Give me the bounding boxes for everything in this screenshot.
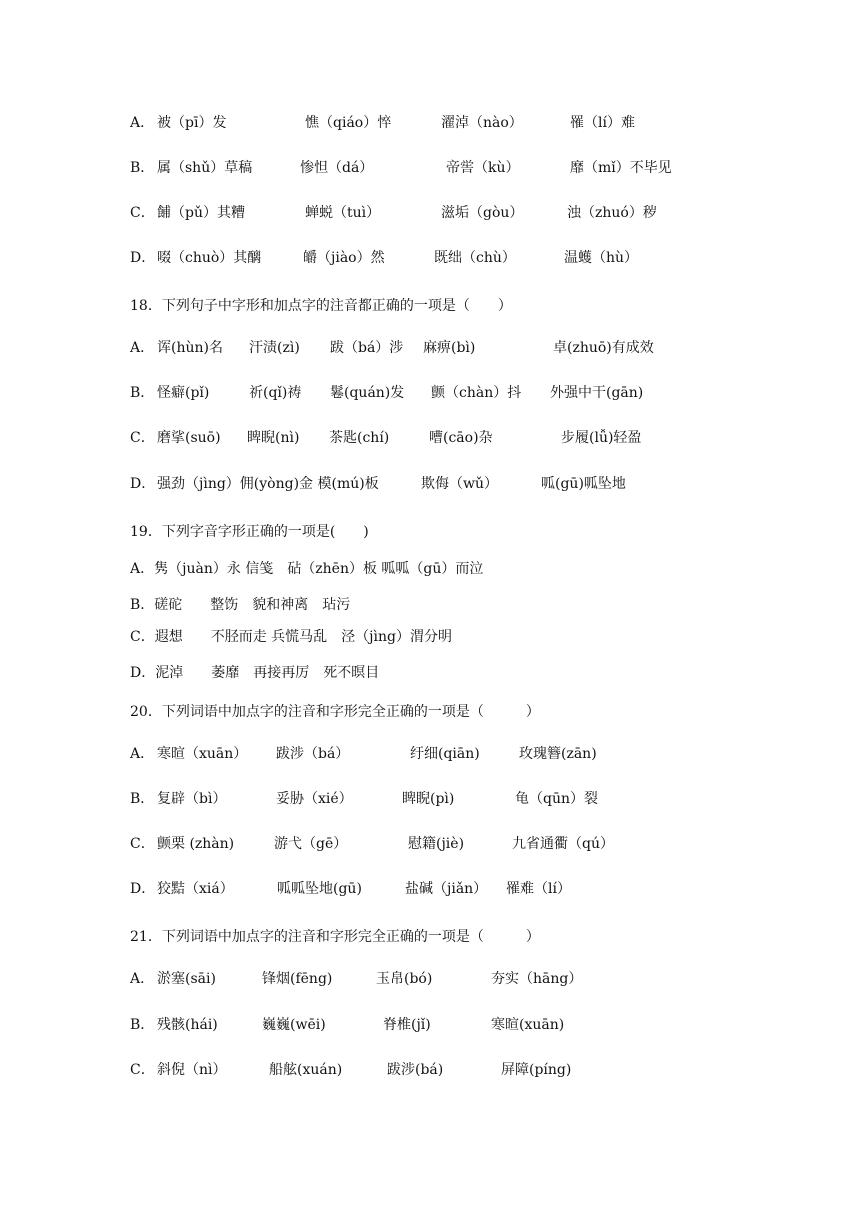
option-item: 步履(lǚ)轻盈 bbox=[561, 430, 642, 446]
option-item: 睥睨(nì) bbox=[247, 430, 300, 446]
option-item: 强劲（jìng）佣(yòng)金 模(mú)板 bbox=[157, 476, 379, 492]
option-item: 复辟（bì） bbox=[157, 791, 227, 807]
option-item: 茶匙(chí) bbox=[329, 430, 390, 446]
option-item: 浊（zhuó）秽 bbox=[567, 205, 657, 221]
option-item: 颤（chàn）抖 bbox=[431, 385, 522, 401]
option-label: D． bbox=[130, 476, 156, 492]
option-item: 蝉蜕（tuì） bbox=[305, 205, 381, 221]
option-item: 鬈(quán)发 bbox=[330, 385, 405, 401]
option-item: 憔（qiáo）悴 bbox=[305, 115, 392, 131]
option-item: 皭（jiào）然 bbox=[303, 250, 385, 266]
option-item: 屏障(píng) bbox=[501, 1062, 572, 1078]
option-item: 寒暄(xuān) bbox=[491, 1017, 565, 1033]
option-row: B．磋砣 整饬 貌和神离 玷污 bbox=[130, 597, 351, 613]
option-label: A． bbox=[130, 971, 155, 987]
option-item: 靡（mǐ）不毕见 bbox=[570, 160, 672, 176]
option-item: 嘈(cāo)杂 bbox=[429, 430, 493, 446]
option-label: B． bbox=[130, 160, 155, 176]
option-item: 罹难（lí） bbox=[506, 881, 571, 897]
option-label: A． bbox=[130, 746, 155, 762]
option-label: D． bbox=[130, 881, 156, 897]
option-item: 帝喾（kù） bbox=[446, 160, 520, 176]
option-label: C． bbox=[130, 205, 155, 221]
question-stem: 21．下列词语中加点字的注音和字形完全正确的一项是（ ） bbox=[130, 929, 540, 945]
option-item: 汗渍(zì) bbox=[249, 340, 300, 356]
option-item: 睥睨(pì) bbox=[402, 791, 455, 807]
option-item: 九省通衢（qú） bbox=[512, 836, 614, 852]
question-stem: 18．下列句子中字形和加点字的注音都正确的一项是（ ） bbox=[130, 298, 512, 314]
option-label: A． bbox=[130, 340, 155, 356]
option-item: 温蠖（hù） bbox=[564, 250, 639, 266]
option-item: 龟（qūn）裂 bbox=[515, 791, 598, 807]
option-item: 滋垢（gòu） bbox=[441, 205, 524, 221]
option-label: B． bbox=[130, 1017, 155, 1033]
option-item: 跋涉(bá) bbox=[387, 1062, 444, 1078]
option-label: B． bbox=[130, 791, 155, 807]
option-item: 跋（bá）涉 bbox=[330, 340, 404, 356]
option-item: 怪癖(pǐ) bbox=[157, 385, 210, 401]
option-item: 濯淖（nào） bbox=[441, 115, 523, 131]
option-item: 妥胁（xié） bbox=[276, 791, 353, 807]
question-stem: 19．下列字音字形正确的一项是( ) bbox=[130, 524, 369, 540]
option-item: 玫瑰簪(zān) bbox=[519, 746, 597, 762]
option-label: B． bbox=[130, 385, 155, 401]
option-item: 餔（pǔ）其糟 bbox=[157, 205, 245, 221]
option-item: 游弋（gē） bbox=[274, 836, 348, 852]
option-item: 呱呱坠地(gū) bbox=[277, 881, 362, 897]
option-item: 磨挲(suō) bbox=[157, 430, 221, 446]
option-item: 属（shǔ）草稿 bbox=[157, 160, 253, 176]
option-item: 诨(hùn)名 bbox=[157, 340, 223, 356]
option-item: 斜倪（nì） bbox=[157, 1062, 227, 1078]
option-item: 船舷(xuán) bbox=[269, 1062, 343, 1078]
option-label: C． bbox=[130, 836, 155, 852]
option-item: 惨怛（dá） bbox=[300, 160, 374, 176]
question-stem: 20．下列词语中加点字的注音和字形完全正确的一项是（ ） bbox=[130, 704, 540, 720]
option-item: 淤塞(sāi) bbox=[157, 971, 216, 987]
option-item: 巍巍(wēi) bbox=[262, 1017, 326, 1033]
option-item: 夯实（hāng） bbox=[491, 971, 583, 987]
option-label: C． bbox=[130, 430, 155, 446]
option-item: 颤栗 (zhàn) bbox=[157, 836, 235, 852]
option-item: 麻痹(bì) bbox=[423, 340, 476, 356]
option-item: 外强中干(gān) bbox=[550, 385, 644, 401]
option-item: 卓(zhuō)有成效 bbox=[553, 340, 654, 356]
option-label: D． bbox=[130, 250, 156, 266]
option-item: 慰籍(jiè) bbox=[408, 836, 465, 852]
option-item: 被（pī）发 bbox=[157, 115, 227, 131]
option-item: 盐碱（jiǎn） bbox=[405, 881, 488, 897]
option-item: 寒暄（xuān） bbox=[157, 746, 248, 762]
option-item: 既绌（chù） bbox=[434, 250, 516, 266]
option-label: A． bbox=[130, 115, 155, 131]
option-row: D．泥淖 萎靡 再接再厉 死不暝目 bbox=[130, 665, 380, 681]
option-item: 呱(gū)呱坠地 bbox=[541, 476, 626, 492]
option-item: 祈(qǐ)祷 bbox=[249, 385, 302, 401]
option-item: 锋烟(fēng) bbox=[262, 971, 333, 987]
option-item: 纡细(qiān) bbox=[410, 746, 480, 762]
option-label: C． bbox=[130, 1062, 155, 1078]
option-item: 玉帛(bó) bbox=[376, 971, 433, 987]
option-item: 残骸(hái) bbox=[157, 1017, 218, 1033]
option-item: 狡黠（xiá） bbox=[157, 881, 234, 897]
option-row: C．遐想 不胫而走 兵慌马乱 泾（jìng）渭分明 bbox=[130, 629, 452, 645]
option-item: 跋涉（bá） bbox=[276, 746, 350, 762]
option-row: A．隽（juàn）永 信笺 砧（zhēn）板 呱呱（gū）而泣 bbox=[130, 561, 484, 577]
option-item: 啜（chuò）其醨 bbox=[157, 250, 262, 266]
option-item: 罹（lí）难 bbox=[570, 115, 635, 131]
option-item: 脊椎(jǐ) bbox=[383, 1017, 431, 1033]
option-item: 欺侮（wǔ） bbox=[421, 476, 498, 492]
